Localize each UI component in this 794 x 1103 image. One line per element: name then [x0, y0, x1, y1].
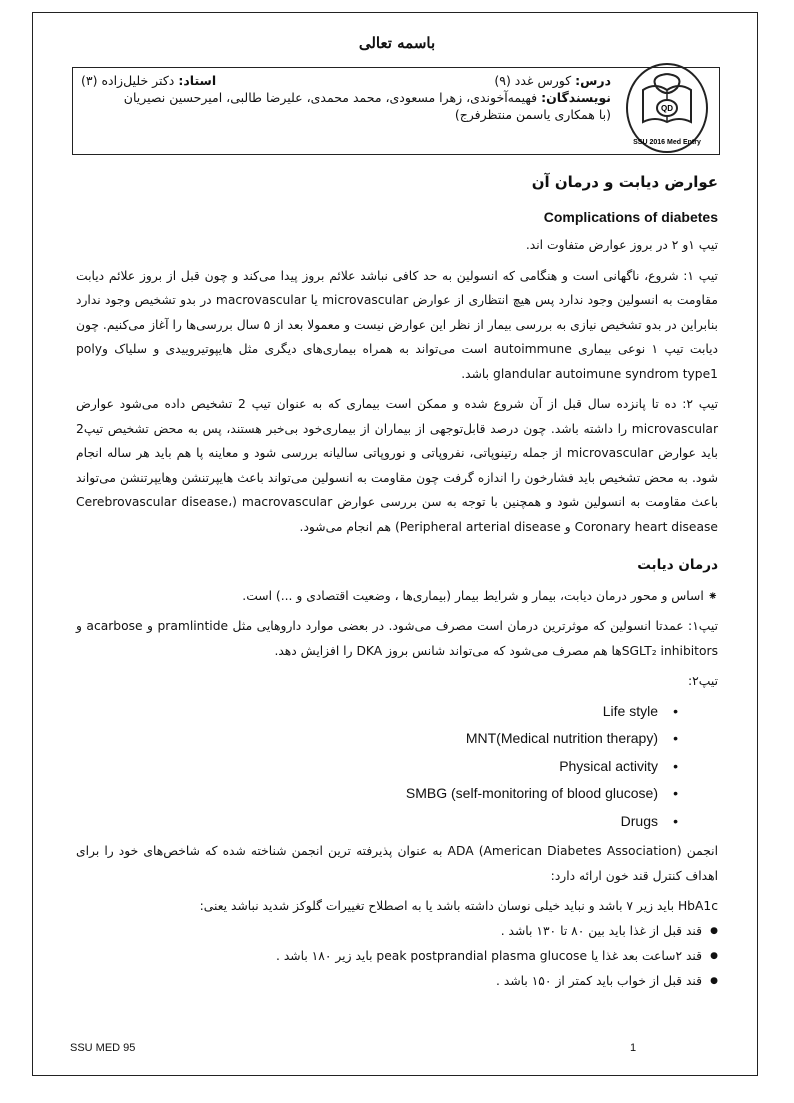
- type2-treatment-list: [76, 698, 718, 836]
- header-text: [81, 72, 611, 123]
- list-item: MNT(Medical nutrition therapy) •: [76, 725, 718, 753]
- hba1c-paragraph: HbA1c باید زیر ۷ باشد و نباید خیلی نوسان داشته باشد یا به اصطلاح تغییرات گلوکز شدید نباشد یعنی:: [199, 899, 718, 913]
- list-item: ● قند قبل از غذا باید بین ۸۰ تا ۱۳۰ باشد .: [76, 919, 718, 944]
- treatment-type2-label: تیپ۲:: [688, 674, 718, 688]
- paragraph-type2: تیپ ۲: ده تا پانزده سال قبل از آن شروع شده و ممکن است بیماری که به عنوان تیپ 2 تشخیص داده می‌شود عوارض microvascular را داشته باشد. چون درصد قابل‌توجهی از بیماران از بیماری‌خود بی‌خبر هستند، پس به محض تشخیص تیپ2 باید عوارض microvascular از جمله رتینوپاتی، نفروپاتی و نوروپاتی سالیانه بررسی شود و معاینه پا هم باید هر ساله انجام شود. به محض تشخیص باید فشارخون را اندازه گرفت چون مقاومت به انسولین می‌تواند باعث هایپرتنشن وهایپرتنشن می‌تواند باعث مقاومت به انسولین شود و همچنین با توجه به سن بررسی عوارض macrovascular (Cerebrovascular disease، Coronary heart disease و Peripheral arterial disease) هم انجام می‌شود.: [76, 397, 718, 534]
- course-name: کورس غدد (۹): [494, 73, 572, 88]
- svg-text:SSU 2016 Med Entry: SSU 2016 Med Entry: [633, 139, 701, 146]
- treatment-type1: تیپ۱: عمدتا انسولین که موثرترین درمان است مصرف می‌شود. در بعضی موارد داروهایی مثل pramlintide و acarbose و SGLT₂ inhibitorsها هم مصرف می‌شود که می‌تواند شانس بروز DKA را افزایش دهد.: [76, 619, 719, 658]
- list-item: ● قند ۲ساعت بعد غذا یا peak postprandial plasma glucose باید زیر ۱۸۰ باشد .: [76, 944, 718, 969]
- svg-text:QD: QD: [661, 104, 673, 113]
- authors-label: نویسندگان:: [541, 90, 611, 105]
- paragraph-types-intro: تیپ ۱و ۲ در بروز عوارض متفاوت اند.: [525, 238, 718, 252]
- header-box: [72, 67, 720, 155]
- document-body: [76, 170, 718, 994]
- list-item: Physical activity •: [76, 753, 718, 781]
- authors-names: فهیمه‌آخوندی، زهرا مسعودی، محمد محمدی، علیرضا طالبی، امیرحسین نصیریان: [123, 90, 538, 105]
- bismillah-heading: باسمه تعالی: [358, 34, 436, 52]
- course-label: درس:: [575, 73, 611, 88]
- list-item: Drugs •: [76, 808, 718, 836]
- ada-paragraph: انجمن ADA (American Diabetes Association) به عنوان پذیرفته ترین انجمن شناخته شده که شاخص‌های خود را برای اهداف کنترل قند خون ارائه دارد:: [76, 844, 718, 883]
- title-english: Complications of diabetes: [543, 208, 718, 225]
- list-item: ● قند قبل از خواب باید کمتر از ۱۵۰ باشد .: [76, 969, 718, 994]
- teacher-name: دکتر خلیل‌زاده (۳): [81, 73, 175, 88]
- teacher-label: استاد:: [178, 73, 217, 88]
- glucose-target-list: [76, 919, 718, 994]
- footer-label: SSU MED 95: [70, 1042, 136, 1054]
- ssu-med-entry-logo-icon: [621, 60, 713, 168]
- treatment-basis: ⁕ اساس و محور درمان دیابت، بیمار و شرایط بیمار (بیماری‌ها ، وضعیت اقتصادی و ...) است.: [242, 588, 718, 603]
- list-item: Life style •: [76, 698, 718, 726]
- title-persian: عوارض دیابت و درمان آن: [531, 173, 718, 191]
- list-item: SMBG (self-monitoring of blood glucose) •: [76, 780, 718, 808]
- paragraph-type1: تیپ ۱: شروع، ناگهانی است و هنگامی که انسولین به حد کافی نباشد علائم بروز پیدا می‌کند و چون قبل از بروز علائم دیابت مقاومت به انسولین وجود ندارد پس هیچ انتظاری از عوارض microvascular یا macrovascular در بدو تشخیص وجود ندارد بنابراین در بدو تشخیص نیازی به بررسی بیمار از نظر این عوارض نیست و معمولا بعد از ۵ سال بررسی‌ها را آغاز می‌کنیم. چون دیابت تیپ ۱ نوعی بیماری autoimmune است می‌تواند به همراه بیماری‌های دیگری مثل هایپوتیروییدی و سلیاک وpoly glandular autoimune syndrom type1 باشد.: [76, 268, 719, 381]
- collaboration-note: (با همکاری یاسمن منتظرفرج): [454, 107, 611, 122]
- page-number: 1: [630, 1042, 637, 1054]
- section-title-treatment: درمان دیابت: [637, 557, 718, 573]
